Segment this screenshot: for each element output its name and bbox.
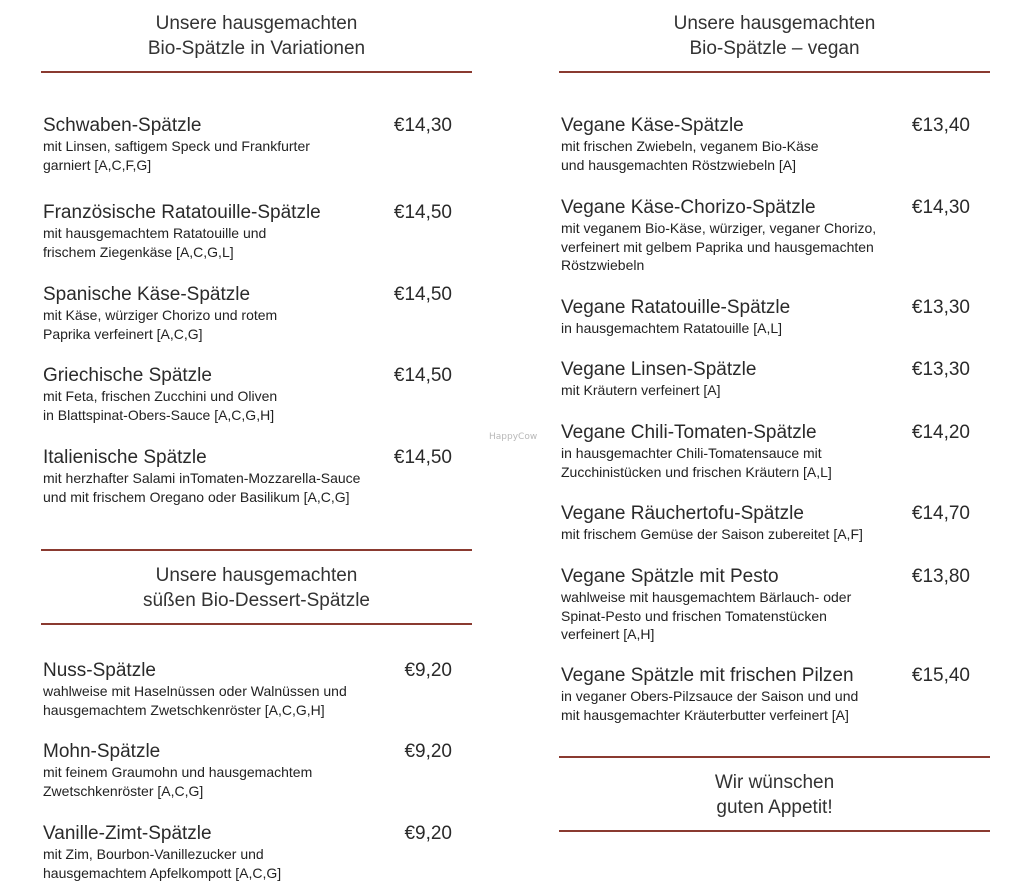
item-name: Vegane Spätzle mit Pesto <box>561 566 990 588</box>
item-name: Vanille-Zimt-Spätzle <box>43 823 472 845</box>
description-line: mit Linsen, saftigem Speck und Frankfurter <box>43 137 472 156</box>
item-price: €13,80 <box>912 566 970 588</box>
description-line: in hausgemachtem Ratatouille [A,L] <box>561 319 990 338</box>
description-line: frischem Ziegenkäse [A,C,G,L] <box>43 243 472 262</box>
item-name: Griechische Spätzle <box>43 365 472 387</box>
item-description <box>43 845 472 882</box>
item-price: €14,20 <box>912 422 970 444</box>
item-name: Schwaben-Spätzle <box>43 115 472 137</box>
item-description <box>43 224 472 261</box>
item-name: Vegane Ratatouille-Spätzle <box>561 297 990 319</box>
menu-item <box>559 503 990 544</box>
item-description <box>43 469 472 506</box>
menu-item <box>559 566 990 644</box>
description-line: mit Zim, Bourbon-Vanillezucker und <box>43 845 472 864</box>
item-price: €14,70 <box>912 503 970 525</box>
section-divider <box>41 623 472 625</box>
section-divider <box>559 756 990 758</box>
description-line: wahlweise mit hausgemachtem Bärlauch- oder <box>561 588 990 607</box>
item-name: Vegane Spätzle mit frischen Pilzen <box>561 665 990 687</box>
description-line: garniert [A,C,F,G] <box>43 156 472 175</box>
description-line: Paprika verfeinert [A,C,G] <box>43 325 472 344</box>
menu-item <box>41 284 472 343</box>
description-line: mit veganem Bio-Käse, würziger, veganer Chorizo, <box>561 219 990 238</box>
item-price: €14,30 <box>394 115 452 137</box>
description-line: mit Kräutern verfeinert [A] <box>561 381 990 400</box>
description-line: mit herzhafter Salami inTomaten-Mozzarella-Sauce <box>43 469 472 488</box>
description-line: mit frischen Zwiebeln, veganem Bio-Käse <box>561 137 990 156</box>
menu-item <box>559 197 990 275</box>
item-price: €14,50 <box>394 365 452 387</box>
item-name: Mohn-Spätzle <box>43 741 472 763</box>
menu-item <box>41 365 472 424</box>
menu-item <box>559 115 990 174</box>
item-name: Vegane Käse-Chorizo-Spätzle <box>561 197 990 219</box>
item-description <box>561 444 990 481</box>
item-price: €14,50 <box>394 447 452 469</box>
section-title <box>41 11 472 61</box>
menu-item <box>559 297 990 338</box>
item-description <box>561 381 990 400</box>
description-line: Zwetschkenröster [A,C,G] <box>43 782 472 801</box>
closing-line: guten Appetit! <box>559 795 990 820</box>
description-line: hausgemachtem Zwetschkenröster [A,C,G,H] <box>43 701 472 720</box>
closing-message <box>559 770 990 820</box>
description-line: wahlweise mit Haselnüssen oder Walnüssen und <box>43 682 472 701</box>
section-title-line: Bio-Spätzle – vegan <box>559 36 990 61</box>
description-line: mit Käse, würziger Chorizo und rotem <box>43 306 472 325</box>
section-divider <box>41 71 472 73</box>
menu-item <box>559 359 990 400</box>
section-title-line: Bio-Spätzle in Variationen <box>41 36 472 61</box>
item-description <box>43 763 472 800</box>
section-title-line: Unsere hausgemachten <box>41 563 472 588</box>
item-name: Vegane Chili-Tomaten-Spätzle <box>561 422 990 444</box>
description-line: mit hausgemachter Kräuterbutter verfeinert [A] <box>561 706 990 725</box>
description-line: mit hausgemachtem Ratatouille und <box>43 224 472 243</box>
description-line: verfeinert [A,H] <box>561 625 990 644</box>
item-price: €14,30 <box>912 197 970 219</box>
section-title-line: süßen Bio-Dessert-Spätzle <box>41 588 472 613</box>
menu-item <box>41 115 472 174</box>
item-description <box>561 319 990 338</box>
item-name: Vegane Linsen-Spätzle <box>561 359 990 381</box>
item-price: €9,20 <box>404 660 452 682</box>
menu-item <box>41 447 472 506</box>
section-title <box>559 11 990 61</box>
description-line: Zucchinistücken und frischen Kräutern [A,L] <box>561 463 990 482</box>
item-description <box>561 137 990 174</box>
item-price: €13,30 <box>912 297 970 319</box>
menu-item <box>559 422 990 481</box>
description-line: in hausgemachter Chili-Tomatensauce mit <box>561 444 990 463</box>
item-price: €13,30 <box>912 359 970 381</box>
section-divider <box>41 549 472 551</box>
description-line: Spinat-Pesto und frischen Tomatenstücken <box>561 607 990 626</box>
section-title-line: Unsere hausgemachten <box>559 11 990 36</box>
item-description <box>43 387 472 424</box>
menu-item <box>559 665 990 724</box>
item-name: Spanische Käse-Spätzle <box>43 284 472 306</box>
happycow-watermark: HappyCow <box>489 432 537 442</box>
item-price: €9,20 <box>404 741 452 763</box>
menu-item <box>41 660 472 719</box>
item-description <box>43 682 472 719</box>
item-description <box>561 588 990 644</box>
description-line: mit feinem Graumohn und hausgemachtem <box>43 763 472 782</box>
description-line: mit Feta, frischen Zucchini und Oliven <box>43 387 472 406</box>
description-line: in Blattspinat-Obers-Sauce [A,C,G,H] <box>43 406 472 425</box>
description-line: verfeinert mit gelbem Paprika und hausgemachten <box>561 238 990 257</box>
item-price: €14,50 <box>394 202 452 224</box>
item-price: €15,40 <box>912 665 970 687</box>
description-line: mit frischem Gemüse der Saison zubereitet [A,F] <box>561 525 990 544</box>
section-divider <box>559 830 990 832</box>
item-price: €9,20 <box>404 823 452 845</box>
menu-item <box>41 202 472 261</box>
description-line: hausgemachtem Apfelkompott [A,C,G] <box>43 864 472 882</box>
menu-item <box>41 741 472 800</box>
description-line: und hausgemachten Röstzwiebeln [A] <box>561 156 990 175</box>
item-price: €14,50 <box>394 284 452 306</box>
menu-item <box>41 823 472 882</box>
description-line: in veganer Obers-Pilzsauce der Saison und und <box>561 687 990 706</box>
item-description <box>561 219 990 275</box>
item-name: Nuss-Spätzle <box>43 660 472 682</box>
item-price: €13,40 <box>912 115 970 137</box>
section-divider <box>559 71 990 73</box>
item-description <box>561 525 990 544</box>
item-name: Französische Ratatouille-Spätzle <box>43 202 472 224</box>
item-name: Italienische Spätzle <box>43 447 472 469</box>
item-name: Vegane Räuchertofu-Spätzle <box>561 503 990 525</box>
closing-line: Wir wünschen <box>559 770 990 795</box>
item-description <box>561 687 990 724</box>
description-line: und mit frischem Oregano oder Basilikum [A,C,G] <box>43 488 472 507</box>
section-title <box>41 563 472 613</box>
item-name: Vegane Käse-Spätzle <box>561 115 990 137</box>
item-description <box>43 306 472 343</box>
description-line: Röstzwiebeln <box>561 256 990 275</box>
section-title-line: Unsere hausgemachten <box>41 11 472 36</box>
item-description <box>43 137 472 174</box>
